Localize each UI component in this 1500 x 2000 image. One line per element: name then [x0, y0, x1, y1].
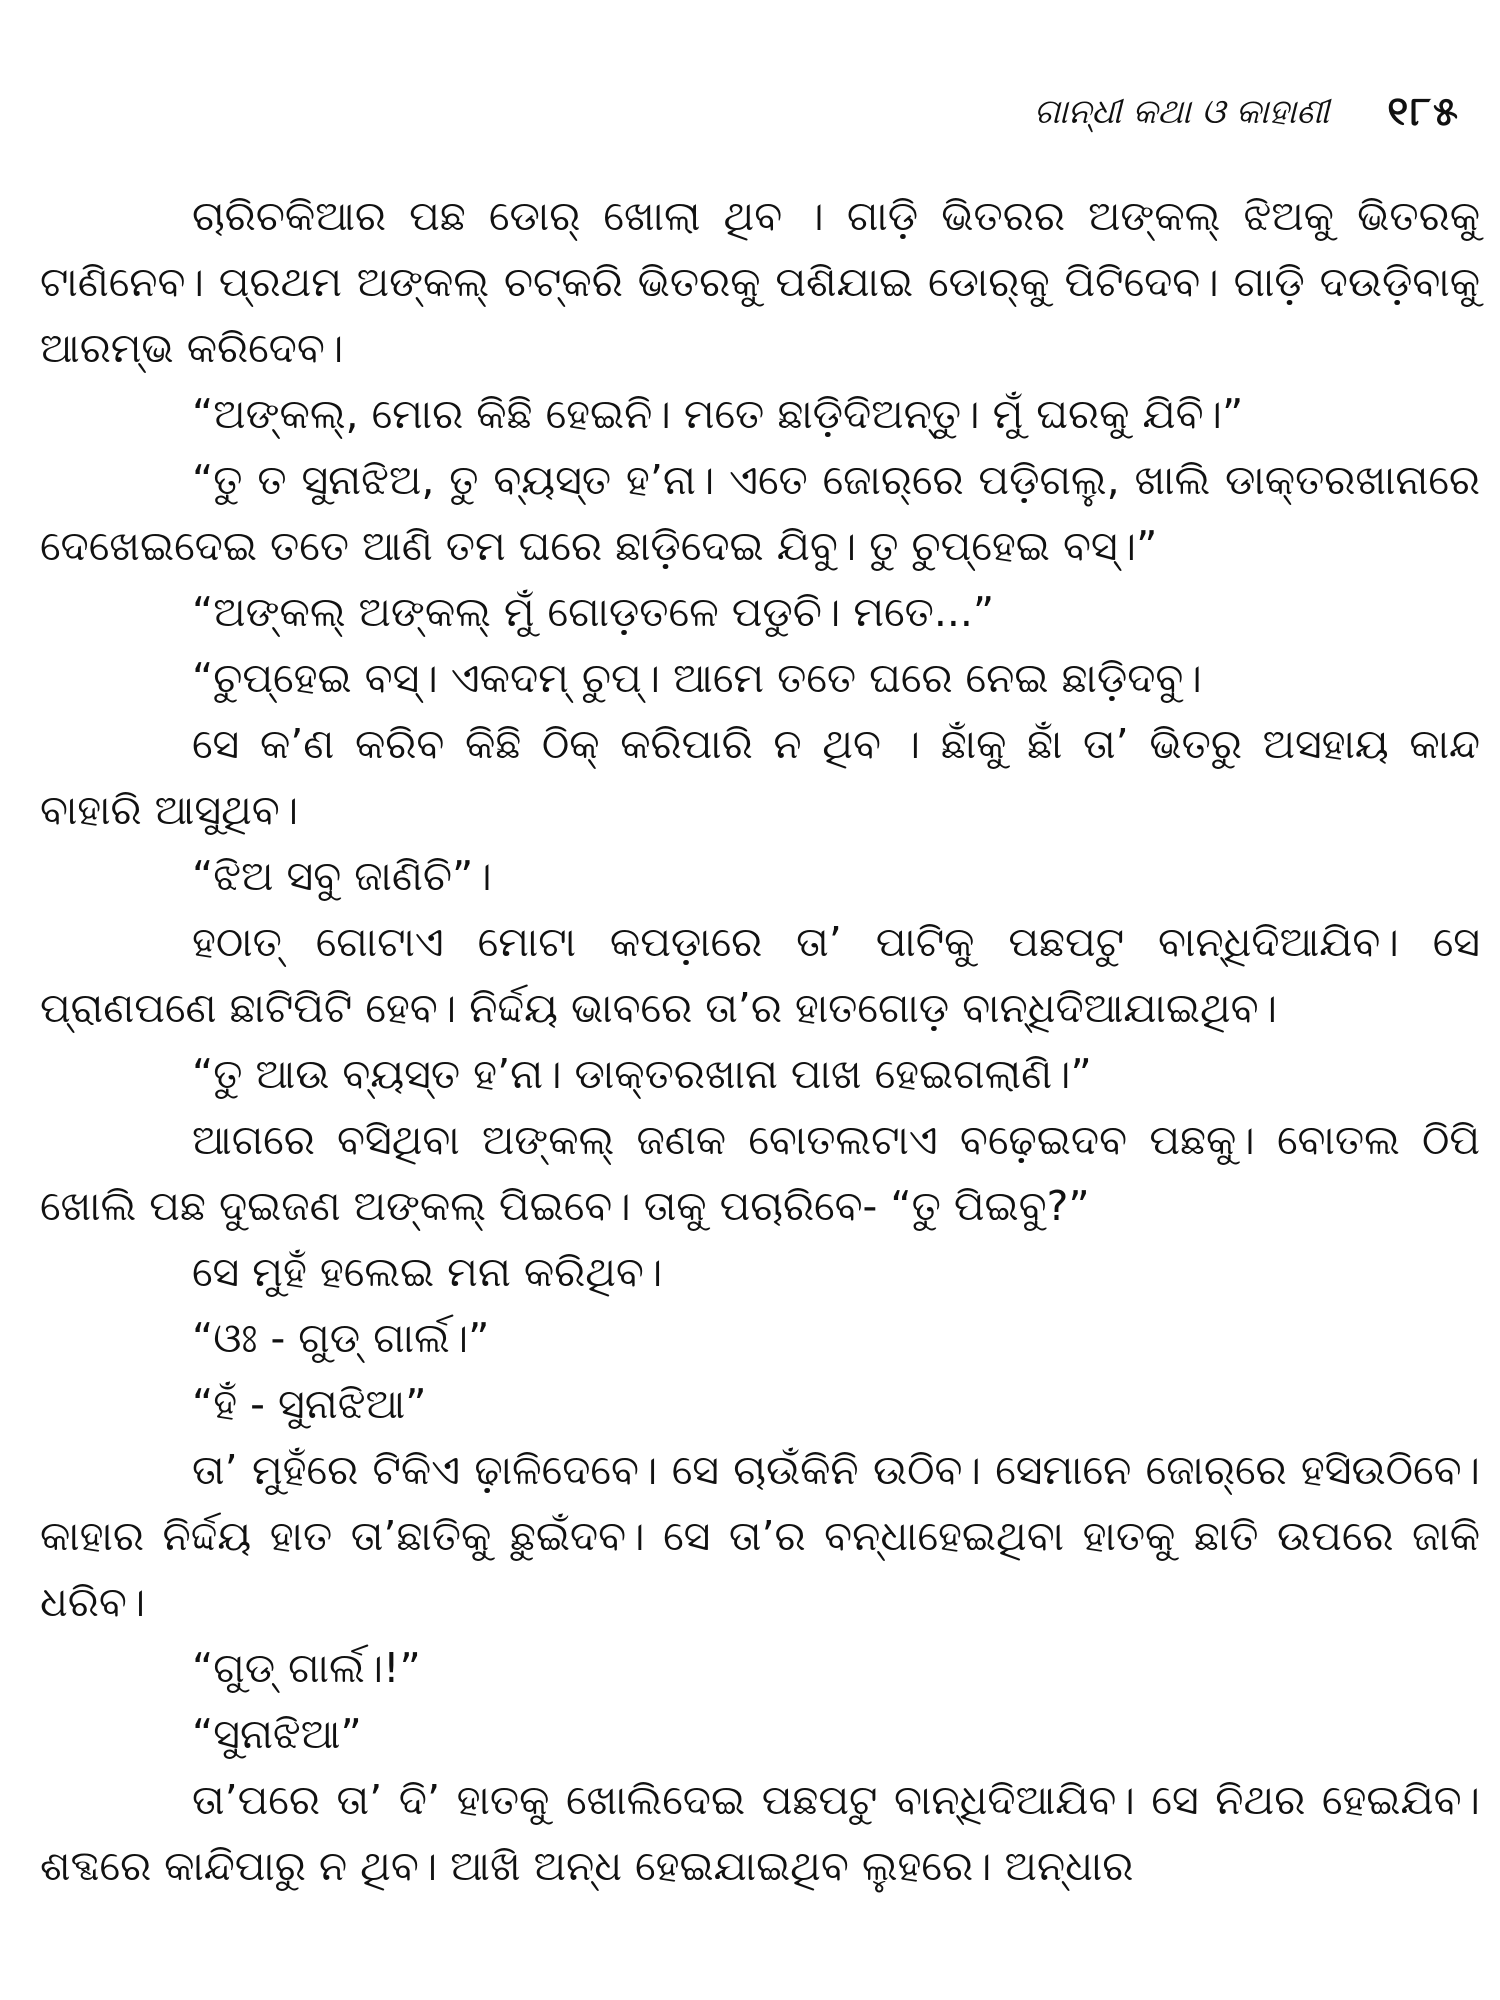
paragraph-16: “ସୁନାଝିଆ” [192, 1710, 362, 1758]
paragraph-7: “ଝିଅ ସବୁ ଜାଣିଚି”। [192, 852, 492, 900]
paragraph-10: ଆଗରେ ବସିଥିବା ଅଙ୍କଲ୍ ଜଣକ ବୋତଲଟାଏ ବଢ଼େଇଦବ ପଛକୁ। ବୋତଲ ଠିପି ଖୋଲି ପଛ ଦୁଇଜଣ ଅଙ୍କଲ୍ ପିଇବେ। ତାକୁ ପଚାରିବେ- “ତୁ ପିଇବୁ?” [40, 1116, 1480, 1230]
paragraph-12: “ଓଃ - ଗୁଡ୍ ଗାର୍ଲ।” [192, 1314, 490, 1362]
paragraph-14: ତା’ ମୁହଁରେ ଟିକିଏ ଢ଼ାଳିଦେବେ। ସେ ଚାଉଁକିନି ଉଠିବ। ସେମାନେ ଜୋର୍‌ରେ ହସିଉଠିବେ। କାହାର ନିର୍ଦ୍ଦୟ ହାତ ତା’ଛାତିକୁ ଛୁଇଁଦବ। ସେ ତା’ର ବନ୍ଧାହେଇଥିବା ହାତକୁ ଛାତି ଉପରେ ଜାକି ଧରିବ। [40, 1446, 1480, 1626]
header-title: ଗାନ୍ଧୀ କଥା ଓ କାହାଣୀ [1033, 92, 1330, 132]
paragraph-13: “ହଁ - ସୁନାଝିଆ” [192, 1380, 427, 1428]
paragraph-11: ସେ ମୁହଁ ହଲେଇ ମନା କରିଥିବ। [192, 1248, 663, 1296]
paragraph-6: ସେ କ’ଣ କରିବ କିଛି ଠିକ୍ କରିପାରି ନ ଥିବ । ଛାଁକୁ ଛାଁ ତା’ ଭିତରୁ ଅସହାୟ କାନ୍ଦ ବାହାରି ଆସୁଥିବ। [40, 720, 1480, 834]
paragraph-17: ତା’ପରେ ତା’ ଦି’ ହାତକୁ ଖୋଲିଦେଇ ପଛପଟୁ ବାନ୍ଧିଦିଆଯିବ। ସେ ନିଥର ହେଇଯିବ। ଶବ୍ଦରେ କାନ୍ଦିପାରୁ ନ ଥିବ। ଆଖି ଅନ୍ଧ ହେଇଯାଇଥିବ ଲୁହରେ। ଅନ୍ଧାର [40, 1776, 1480, 1890]
paragraph-5: “ଚୁପ୍‌ହେଇ ବସ୍। ଏକଦମ୍ ଚୁପ୍। ଆମେ ତତେ ଘରେ ନେଇ ଛାଡ଼ିଦବୁ। [192, 654, 1202, 702]
running-header [1034, 84, 1460, 140]
paragraph-4: “ଅଙ୍କଲ୍ ଅଙ୍କଲ୍ ମୁଁ ଗୋଡ଼ତଳେ ପଡୁଚି। ମତେ...” [192, 588, 995, 636]
paragraph-9: “ତୁ ଆଉ ବ୍ୟସ୍ତ ହ’ନା। ଡାକ୍ତରଖାନା ପାଖ ହେଇଗଲାଣି।” [192, 1050, 1092, 1098]
paragraph-1: ଚାରିଚକିଆର ପଛ ଡୋର୍ ଖୋଲା ଥିବ । ଗାଡ଼ି ଭିତରର ଅଙ୍କଲ୍ ଝିଅକୁ ଭିତରକୁ ଟାଣିନେବ। ପ୍ରଥମ ଅଙ୍କଲ୍ ଚଟ୍‌କରି ଭିତରକୁ ପଶିଯାଇ ଡୋର୍‌କୁ ପିଟିଦେବ। ଗାଡ଼ି ଦଉଡ଼ିବାକୁ ଆରମ୍ଭ କରିଦେବ। [40, 192, 1480, 372]
page-number: ୧୮୫ [1387, 89, 1460, 135]
paragraph-15: “ଗୁଡ୍ ଗାର୍ଲ।!” [192, 1644, 421, 1692]
body-text [40, 183, 1480, 1899]
paragraph-3: “ତୁ ତ ସୁନାଝିଅ, ତୁ ବ୍ୟସ୍ତ ହ’ନା। ଏତେ ଜୋର୍‌ରେ ପଡ଼ିଗଲୁ, ଖାଲି ଡାକ୍ତରଖାନାରେ ଦେଖେଇଦେଇ ତତେ ଆଣି ତମ ଘରେ ଛାଡ଼ିଦେଇ ଯିବୁ। ତୁ ଚୁପ୍‌ହେଇ ବସ୍।” [40, 456, 1480, 570]
paragraph-8: ହଠାତ୍ ଗୋଟାଏ ମୋଟା କପଡ଼ାରେ ତା’ ପାଟିକୁ ପଛପଟୁ ବାନ୍ଧିଦିଆଯିବ। ସେ ପ୍ରାଣପଣେ ଛାଟିପିଟି ହେବ। ନିର୍ଦ୍ଦୟ ଭାବରେ ତା’ର ହାତଗୋଡ଼ ବାନ୍ଧିଦିଆଯାଇଥିବ। [40, 918, 1480, 1032]
paragraph-2: “ଅଙ୍କଲ୍, ମୋର କିଛି ହେଇନି। ମତେ ଛାଡ଼ିଦିଅନ୍ତୁ। ମୁଁ ଘରକୁ ଯିବି।” [192, 390, 1244, 438]
